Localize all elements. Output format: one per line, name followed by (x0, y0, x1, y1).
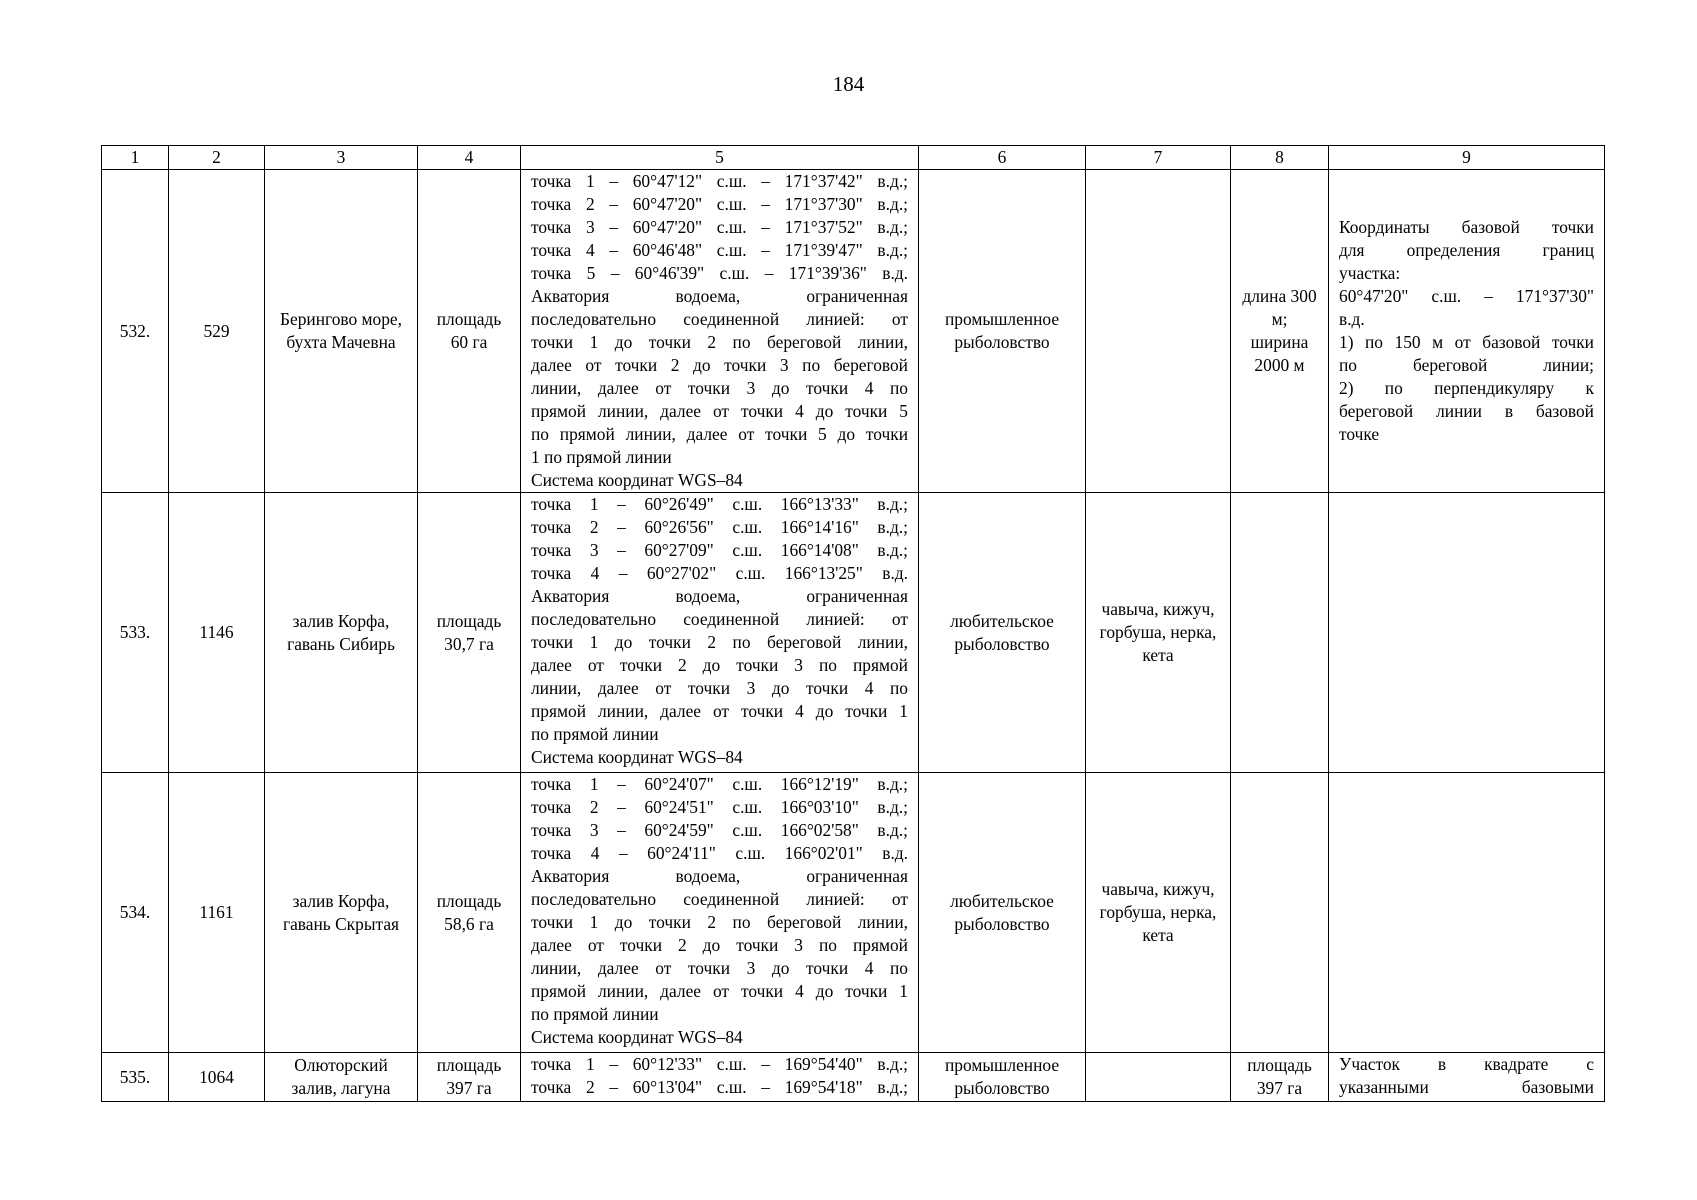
species-cell (1086, 170, 1231, 493)
column-header: 4 (418, 146, 521, 170)
boundary-line: последовательно соединенной линией: от (531, 309, 908, 329)
boundary-line: точка 1 – 60°24'07" с.ш. 166°12'19" в.д.; (531, 774, 908, 794)
column-header: 3 (265, 146, 418, 170)
species-cell: чавыча, кижуч, горбуша, нерка, кета (1086, 493, 1231, 773)
boundary-line: прямой линии, далее от точки 4 до точки 5 (531, 401, 908, 421)
boundary-line: точка 1 – 60°12'33" с.ш. – 169°54'40" в.д.; (531, 1054, 908, 1074)
column-header: 9 (1329, 146, 1605, 170)
boundary-line: Система координат WGS–84 (531, 747, 743, 767)
purpose-cell: промышленное рыболовство (919, 170, 1086, 493)
boundary-line: Акватория водоема, ограниченная (531, 286, 908, 306)
boundary-line: линии, далее от точки 3 до точки 4 по (531, 958, 908, 978)
boundary-description-cell (521, 773, 919, 1053)
boundary-line: точки 1 до точки 2 по береговой линии, (531, 332, 908, 352)
boundary-line: по прямой линии (531, 1004, 659, 1024)
boundary-line: Система координат WGS–84 (531, 1027, 743, 1047)
notes-line: указанными базовыми (1339, 1077, 1594, 1097)
dimensions-cell (1231, 493, 1329, 773)
area-cell: площадь 60 га (418, 170, 521, 493)
boundary-line: точка 4 – 60°24'11" с.ш. 166°02'01" в.д. (531, 843, 908, 863)
table-row (102, 170, 1605, 493)
notes-line: Участок в квадрате с (1339, 1054, 1594, 1074)
notes-line: участка: (1339, 263, 1401, 283)
boundary-line: точка 2 – 60°24'51" с.ш. 166°03'10" в.д.; (531, 797, 908, 817)
dimensions-cell: площадь 397 га (1231, 1053, 1329, 1102)
table-row (102, 1053, 1605, 1102)
boundary-line: Система координат WGS–84 (531, 470, 743, 490)
purpose-cell: любительское рыболовство (919, 773, 1086, 1053)
boundary-line: точка 4 – 60°27'02" с.ш. 166°13'25" в.д. (531, 563, 908, 583)
boundary-line: прямой линии, далее от точки 4 до точки 1 (531, 981, 908, 1001)
registry-table (101, 145, 1605, 1102)
notes-cell (1329, 493, 1605, 773)
boundary-line: по прямой линии (531, 724, 659, 744)
notes-line: для определения границ (1339, 240, 1594, 260)
site-id-cell: 1064 (169, 1053, 265, 1102)
column-header: 7 (1086, 146, 1231, 170)
boundary-line: точка 3 – 60°27'09" с.ш. 166°14'08" в.д.; (531, 540, 908, 560)
row-number-cell: 532. (102, 170, 169, 493)
dimensions-cell (1231, 773, 1329, 1053)
location-cell: залив Корфа, гавань Скрытая (265, 773, 418, 1053)
boundary-line: по прямой линии, далее от точки 5 до точки (531, 424, 908, 444)
column-header: 8 (1231, 146, 1329, 170)
boundary-line: линии, далее от точки 3 до точки 4 по (531, 678, 908, 698)
boundary-description-cell (521, 493, 919, 773)
site-id-cell: 1161 (169, 773, 265, 1053)
boundary-description-cell (521, 170, 919, 493)
area-cell: площадь 30,7 га (418, 493, 521, 773)
notes-line: по береговой линии; (1339, 355, 1594, 375)
boundary-line: точка 5 – 60°46'39" с.ш. – 171°39'36" в.д. (531, 263, 908, 283)
location-cell: Берингово море, бухта Мачевна (265, 170, 418, 493)
site-id-cell: 529 (169, 170, 265, 493)
dimensions-cell: длина 300 м; ширина 2000 м (1231, 170, 1329, 493)
boundary-line: 1 по прямой линии (531, 447, 672, 467)
boundary-line: точка 1 – 60°26'49" с.ш. 166°13'33" в.д.; (531, 494, 908, 514)
boundary-line: последовательно соединенной линией: от (531, 889, 908, 909)
area-cell: площадь 58,6 га (418, 773, 521, 1053)
boundary-line: линии, далее от точки 3 до точки 4 по (531, 378, 908, 398)
notes-line: 2) по перпендикуляру к (1339, 378, 1594, 398)
boundary-line: далее от точки 2 до точки 3 по прямой (531, 655, 908, 675)
location-cell: Олюторский залив, лагуна (265, 1053, 418, 1102)
row-number-cell: 533. (102, 493, 169, 773)
boundary-line: Акватория водоема, ограниченная (531, 866, 908, 886)
purpose-cell: любительское рыболовство (919, 493, 1086, 773)
notes-cell (1329, 773, 1605, 1053)
area-cell: площадь 397 га (418, 1053, 521, 1102)
boundary-line: точка 2 – 60°13'04" с.ш. – 169°54'18" в.д.; (531, 1077, 908, 1097)
column-header: 5 (521, 146, 919, 170)
notes-cell (1329, 1053, 1605, 1102)
notes-line: 60°47'20" с.ш. – 171°37'30" (1339, 286, 1594, 306)
row-number-cell: 534. (102, 773, 169, 1053)
column-header: 6 (919, 146, 1086, 170)
boundary-line: далее от точки 2 до точки 3 по береговой (531, 355, 908, 375)
notes-line: точке (1339, 424, 1380, 444)
site-id-cell: 1146 (169, 493, 265, 773)
notes-line: в.д. (1339, 309, 1365, 329)
notes-line: 1) по 150 м от базовой точки (1339, 332, 1594, 352)
boundary-line: точки 1 до точки 2 по береговой линии, (531, 912, 908, 932)
row-number-cell: 535. (102, 1053, 169, 1102)
boundary-line: точка 4 – 60°46'48" с.ш. – 171°39'47" в.д.; (531, 240, 908, 260)
boundary-line: далее от точки 2 до точки 3 по прямой (531, 935, 908, 955)
table-header-row (102, 146, 1605, 170)
column-header: 1 (102, 146, 169, 170)
boundary-description-cell (521, 1053, 919, 1102)
boundary-line: точка 2 – 60°26'56" с.ш. 166°14'16" в.д.; (531, 517, 908, 537)
column-header: 2 (169, 146, 265, 170)
table-row (102, 493, 1605, 773)
boundary-line: прямой линии, далее от точки 4 до точки 1 (531, 701, 908, 721)
notes-line: береговой линии в базовой (1339, 401, 1594, 421)
species-cell (1086, 1053, 1231, 1102)
location-cell: залив Корфа, гавань Сибирь (265, 493, 418, 773)
boundary-line: точка 3 – 60°47'20" с.ш. – 171°37'52" в.д.; (531, 217, 908, 237)
species-cell: чавыча, кижуч, горбуша, нерка, кета (1086, 773, 1231, 1053)
boundary-line: точка 3 – 60°24'59" с.ш. 166°02'58" в.д.; (531, 820, 908, 840)
purpose-cell: промышленное рыболовство (919, 1053, 1086, 1102)
boundary-line: точки 1 до точки 2 по береговой линии, (531, 632, 908, 652)
page-number: 184 (832, 72, 865, 96)
boundary-line: последовательно соединенной линией: от (531, 609, 908, 629)
boundary-line: точка 2 – 60°47'20" с.ш. – 171°37'30" в.д.; (531, 194, 908, 214)
table-row (102, 773, 1605, 1053)
notes-line: Координаты базовой точки (1339, 217, 1594, 237)
notes-cell (1329, 170, 1605, 493)
boundary-line: Акватория водоема, ограниченная (531, 586, 908, 606)
boundary-line: точка 1 – 60°47'12" с.ш. – 171°37'42" в.д.; (531, 171, 908, 191)
